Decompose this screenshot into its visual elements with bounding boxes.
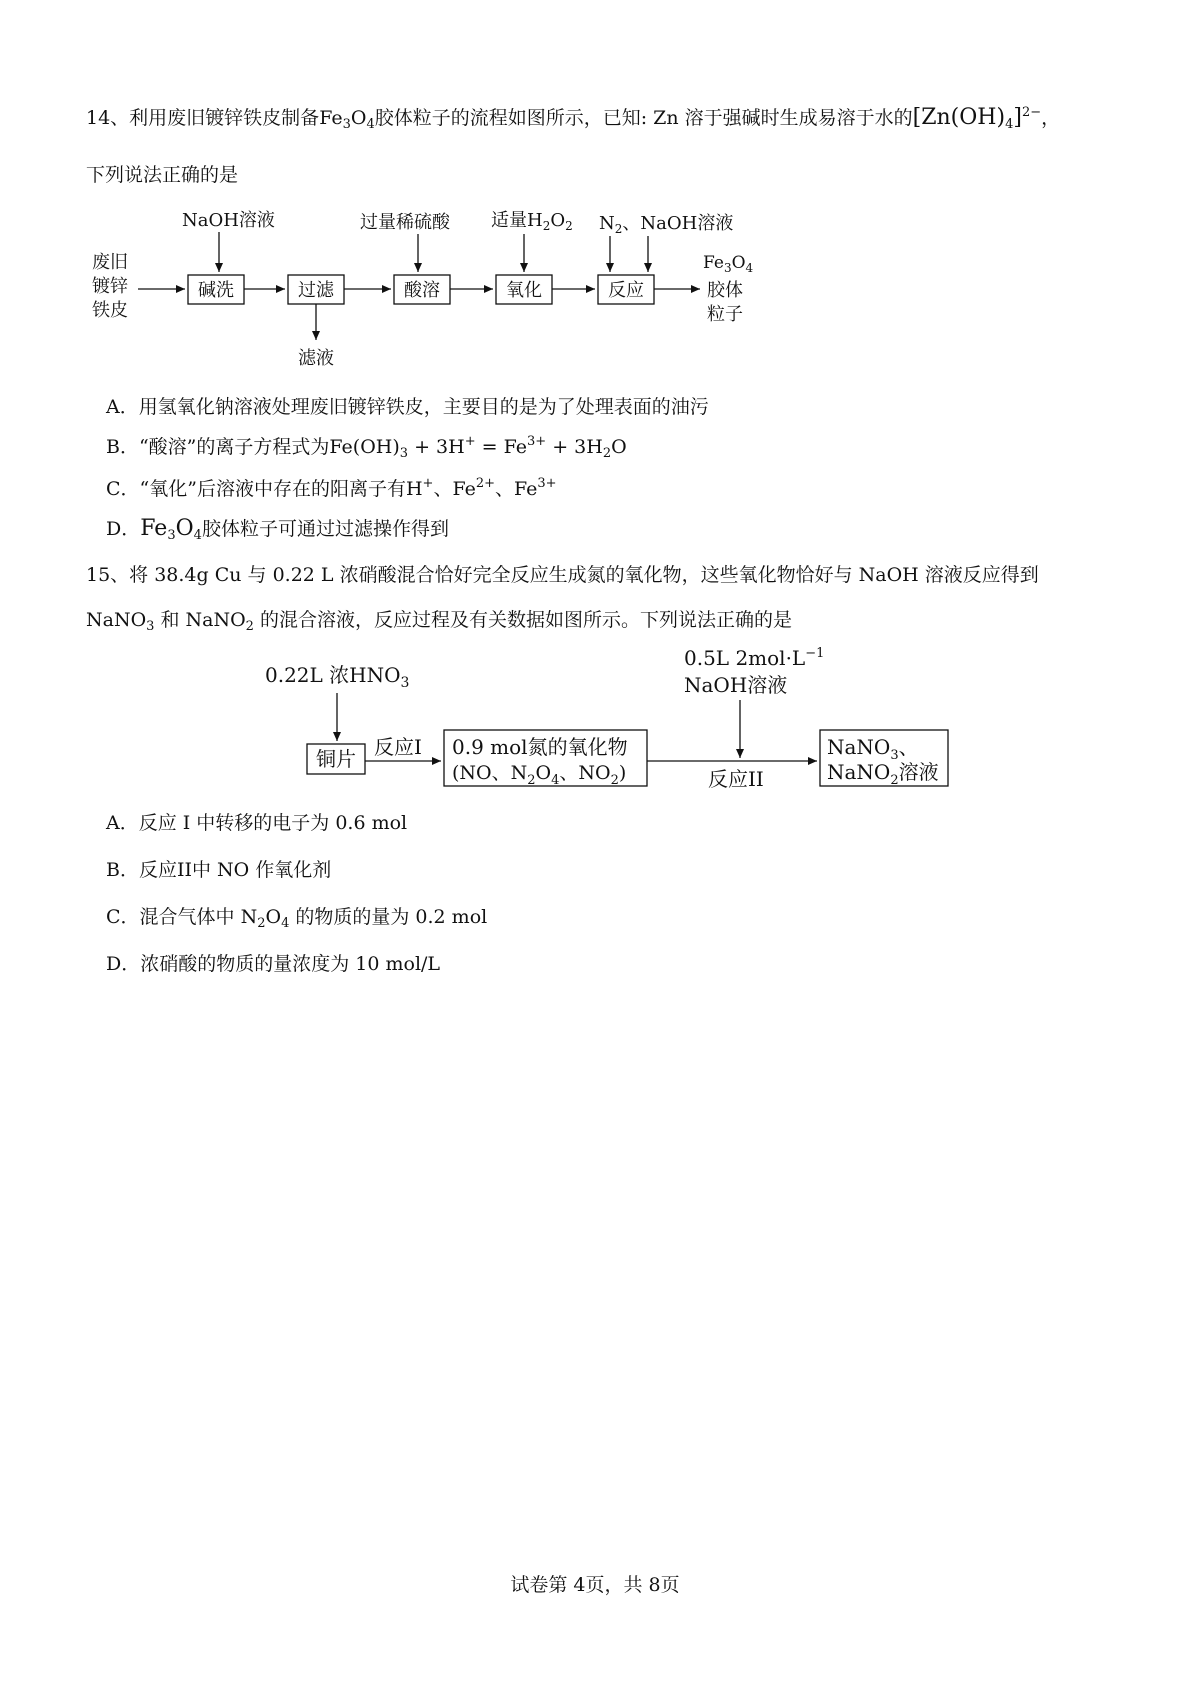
step-wash: 碱洗 [198,280,234,301]
flow-start-line2: 镀锌 [92,276,128,297]
product-formula: $Fe_3O_4$ [703,253,754,275]
q14-option-d: D．$Fe_3O_4$胶体粒子可通过过滤操作得到 [106,516,449,543]
product-q15-line1: NaNO$_3$、 [827,735,919,763]
flow-start-line3: 铁皮 [92,300,128,321]
acid-label: 0.22L 浓$HNO_3$ [265,663,410,691]
q14-stem-line2: 下列说法正确的是 [86,164,239,186]
reaction1-label: 反应I [374,735,422,759]
q15-flowchart [265,646,948,791]
q14-option-b: B．“酸溶”的离子方程式为$Fe(OH)_3 + 3H^+ = Fe^{3+} + 3H_2O$ [106,434,627,461]
reagent-naoh: NaOH溶液 [182,210,275,231]
reagent-n2-naoh: $N_2$、NaOH溶液 [599,213,734,236]
naoh-line1: 0.5L $2mol\cdot L^{-1}$ [684,646,825,670]
q14-flowchart [92,210,754,369]
q15-stem-line1: 15、将 38.4g Cu 与 0.22 L 浓硝酸混合恰好完全反应生成氮的氧化物，这些氧化物恰好与 NaOH 溶液反应得到 [86,564,1039,586]
oxide-line1: 0.9 mol氮的氧化物 [452,735,628,759]
flow-start-line1: 废旧 [92,252,128,273]
step-oxidize: 氧化 [506,280,542,301]
copper-label: 铜片 [316,747,356,771]
q15-option-a: A．反应 I 中转移的电子为 0.6 mol [106,812,408,834]
q15-stem-line2: NaNO$_3$ 和 NaNO$_2$ 的混合溶液，反应过程及有关数据如图所示。下列说法正确的是 [86,609,792,634]
step-react: 反应 [608,280,644,301]
filtrate-label: 滤液 [298,348,334,369]
q14-option-c: C．“氧化”后溶液中存在的阳离子有H+、$Fe^{2+}$、$Fe^{3+}$ [106,476,557,500]
q15-option-d: D．浓硝酸的物质的量浓度为 10 mol/L [106,953,441,975]
naoh-line2: NaOH溶液 [684,673,788,697]
step-filter: 过滤 [298,280,334,301]
page-footer: 试卷第 4页，共 8页 [510,1574,680,1596]
q14-option-a: A．用氢氧化钠溶液处理废旧镀锌铁皮，主要目的是为了处理表面的油污 [106,396,709,418]
q15-option-b: B．反应II中 NO 作氧化剂 [106,859,332,881]
reaction2-label: 反应II [708,767,764,791]
q14-stem-line1: 14、利用废旧镀锌铁皮制备$Fe_3O_4$胶体粒子的流程如图所示，已知: Zn 溶于强碱时生成易溶于水的$[Zn(OH)_4]^{2-}$， [86,105,1061,132]
product-line2: 胶体 [707,280,743,301]
reagent-h2o2: 适量$H_2O_2$ [491,210,573,233]
product-q15-line2: NaNO$_2$溶液 [827,760,939,788]
reagent-h2so4: 过量稀硫酸 [360,212,450,233]
oxide-line2: (NO、$N_2O_4$、$NO_2$) [452,762,627,788]
step-acid-dissolve: 酸溶 [404,280,440,301]
q15-option-c: C．混合气体中 $N_2O_4$ 的物质的量为 0.2 mol [106,906,488,931]
product-line3: 粒子 [707,304,743,325]
